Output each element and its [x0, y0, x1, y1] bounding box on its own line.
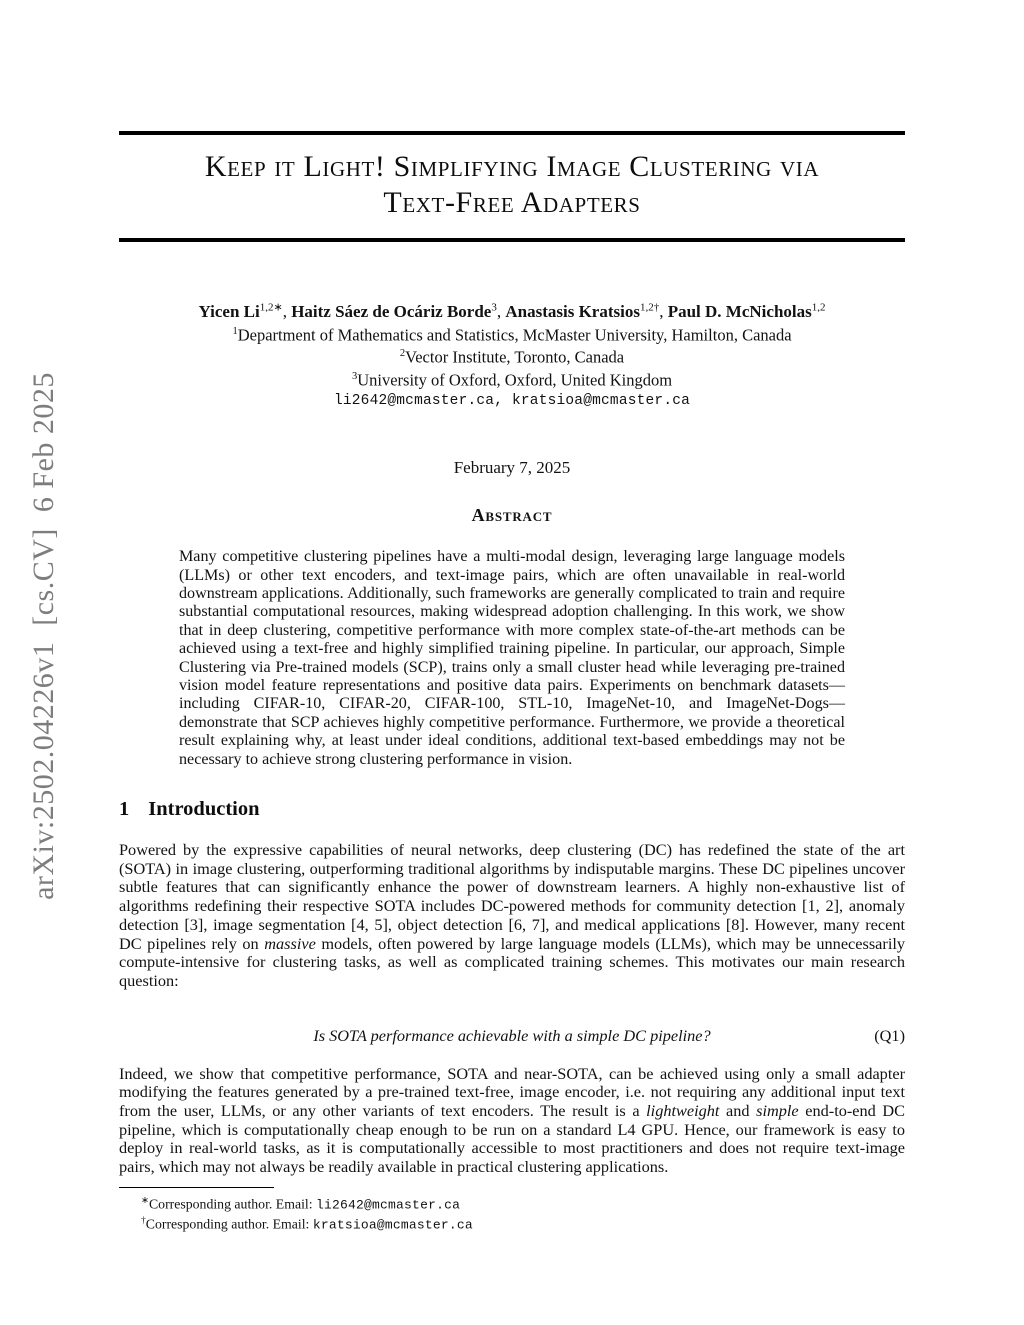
affiliation-superscript: 1: [232, 325, 238, 337]
section-title: Introduction: [148, 798, 260, 821]
paper-date: February 7, 2025: [453, 458, 571, 478]
section-number: 1: [119, 798, 130, 821]
author-name: Haitz Sáez de Ocáriz Borde: [291, 301, 492, 321]
text-segment: massive: [264, 933, 316, 953]
footnote-marker: ∗: [141, 1195, 149, 1206]
footnote-rule: [119, 1187, 274, 1188]
footnote-text: Corresponding author. Email:: [148, 1196, 317, 1212]
section-heading-introduction: [119, 798, 905, 821]
affiliation-superscript: 2: [399, 348, 406, 360]
author: [291, 302, 505, 321]
author-separator: ,: [282, 301, 292, 321]
author-name: Yicen Li: [198, 301, 260, 321]
footnote-email: li2642@mcmaster.ca: [316, 1197, 461, 1213]
arxiv-identifier: arXiv:2502.04226v1 [cs.CV] 6 Feb 2025: [27, 372, 60, 900]
paper-content: [119, 0, 905, 1234]
abstract-heading: Abstract: [471, 505, 553, 526]
author-line: [119, 297, 905, 322]
text-segment: and: [719, 1101, 757, 1121]
affiliation-superscript: 3: [351, 370, 358, 382]
text-segment: models, often powered by large language models (LLMs), which may be unnecessarily compute-intensive for clustering tasks, as well as complicated training schemes. This motivates our main research question:: [119, 933, 906, 990]
affiliation-list: [119, 322, 905, 390]
intro-paragraph-1: [119, 841, 905, 991]
author-name: Anastasis Kratsios: [505, 301, 640, 321]
author: [668, 302, 826, 321]
research-question-text: Is SOTA performance achievable with a simple DC pipeline?: [313, 1025, 711, 1045]
research-question-row: [119, 1026, 905, 1045]
title-block: [119, 131, 905, 242]
text-segment: simple: [756, 1101, 799, 1121]
footnote-line: [119, 1193, 905, 1214]
author-superscript: 1,2†: [639, 301, 660, 313]
affiliation-line: [119, 322, 905, 345]
footnote-list: [119, 1193, 905, 1234]
text-segment: Indeed, we show that competitive performance, SOTA and near-SOTA, can be achieved using only a small adapter modifying the features generated by a pre-trained text-free, image encoder, i.e. not requiring any additional input text from the user, LLMs, or any other variants of text encoders. The result is a: [119, 1063, 905, 1121]
affiliation-text: Vector Institute, Toronto, Canada: [405, 347, 625, 367]
author-name: Paul D. McNicholas: [667, 301, 812, 321]
text-segment: end-to-end DC pipeline, which is computationally cheap enough to be run on a standard L4 GPU. Hence, our framework is easy to deploy in real-world tasks, as it is computationally accessible to most practitioners and does not require text-image pairs, which may not always be readily available in practical clustering applications.: [119, 1101, 906, 1177]
footnote-marker: †: [141, 1216, 146, 1227]
footnote-block: [119, 1187, 905, 1234]
affiliation-text: Department of Mathematics and Statistics, McMaster University, Hamilton, Canada: [237, 325, 792, 345]
footnote-line: [119, 1213, 905, 1234]
paper-title-line-1: Keep it Light! Simplifying Image Clustering via: [204, 150, 820, 183]
paper-title-line-2: Text-Free Adapters: [383, 186, 641, 219]
text-segment: lightweight: [646, 1101, 720, 1121]
author-emails: li2642@mcmaster.ca, kratsioa@mcmaster.ca: [333, 393, 691, 410]
author-superscript: 1,2∗: [259, 301, 283, 313]
intro-paragraph-2: [119, 1065, 905, 1177]
footnote-email: kratsioa@mcmaster.ca: [312, 1218, 473, 1234]
affiliation-line: [119, 367, 905, 390]
author: [505, 302, 667, 321]
affiliation-line: [119, 344, 905, 367]
abstract-text: Many competitive clustering pipelines have a multi-modal design, leveraging large language models (LLMs) or other text encoders, and text-image pairs, which are often unavailable in real-world downstream applications. Additionally, such frameworks are generally complicated to train and require substantial computational resources, making widespread adoption challenging. In this work, we show that in deep clustering, competitive performance with more complex state-of-the-art methods can be achieved using a text-free and highly simplified training pipeline. In particular, our approach, Simple Clustering via Pre-trained models (SCP), trains only a small cluster head while leveraging pre-trained vision model feature representations and positive data pairs. Experiments on benchmark datasets—including CIFAR-10, CIFAR-20, CIFAR-100, STL-10, ImageNet-10, and ImageNet-Dogs—demonstrate that SCP achieves highly competitive performance. Furthermore, we provide a theoretical result explaining why, at least under ideal conditions, additional text-based embeddings may not be necessary to achieve strong clustering performance in vision.: [179, 548, 845, 768]
footnote-text: Corresponding author. Email:: [145, 1217, 313, 1233]
author-separator: ,: [659, 301, 668, 321]
author-separator: ,: [496, 301, 506, 321]
affiliation-text: University of Oxford, Oxford, United Kingdom: [357, 370, 673, 390]
research-question-tag: (Q1): [874, 1025, 905, 1045]
author-superscript: 3: [491, 301, 497, 313]
author: [198, 302, 291, 321]
text-segment: Powered by the expressive capabilities of neural networks, deep clustering (DC) has redefined the state of the art (SOTA) in image clustering, outperforming traditional algorithms by indisputable margins. These DC pipelines uncover subtle features that can significantly enhance the power of downstream learners. A highly non-exhaustive list of algorithms redefining their respective SOTA includes DC-powered methods for community detection [1, 2], anomaly detection [3], image segmentation [4, 5], object detection [6, 7], and medical applications [8]. However, many recent DC pipelines rely on: [119, 840, 905, 953]
author-superscript: 1,2: [811, 301, 826, 313]
